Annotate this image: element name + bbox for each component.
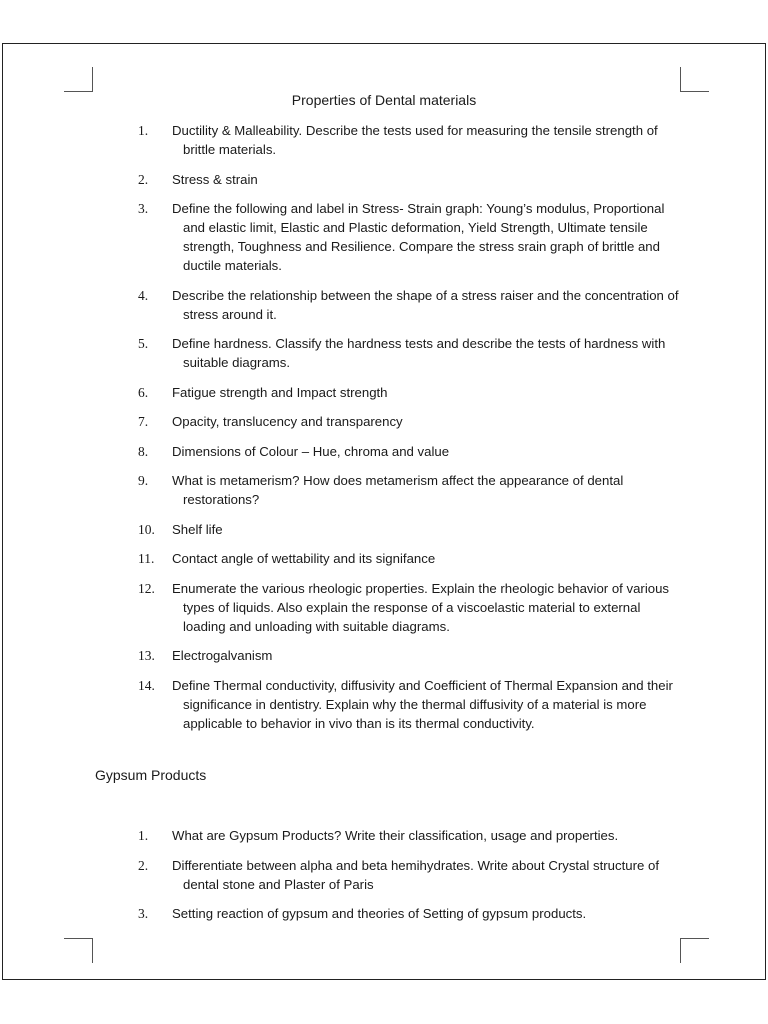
item-text: Electrogalvanism [172,648,273,663]
list-item [138,170,683,189]
item-text: What is metamerism? How does metamerism affect the appearance of dental restorations? [172,473,624,507]
item-number: 9. [138,473,149,488]
item-number: 11. [138,551,155,566]
item-text: Dimensions of Colour – Hue, chroma and value [172,443,450,459]
page-title: Properties of Dental materials [291,92,477,108]
item-number: 7. [138,414,149,429]
item-text: Define Thermal conductivity, diffusivity and Coefficient of Thermal Expansion and their significance in dentistry. Explain why the thermal diffusivity of a material is more applicable to behavior in vivo than is its thermal conductivity. [172,677,673,731]
item-text: Differentiate between alpha and beta hemihydrates. Write about Crystal structure of dental stone and Plaster of Paris [172,857,659,892]
list-item [138,646,683,665]
item-text: Stress & strain [172,171,258,187]
item-text: Enumerate the various rheologic properties. Explain the rheologic behavior of various types of liquids. Also explain the response of a viscoelastic material to external loading and unloading with suitable diagrams. [172,580,670,634]
section-heading-gypsum: Gypsum Products [95,767,207,783]
item-text: Shelf life [172,521,223,537]
list-item [138,199,683,275]
item-text: Opacity, translucency and transparency [172,414,403,429]
list-item [138,471,683,509]
item-number: 1. [138,123,149,138]
crop-mark-bottom-left [64,938,93,963]
item-number: 2. [138,171,149,187]
item-number: 2. [138,857,149,873]
list-item [138,826,683,845]
item-text: Fatigue strength and Impact strength [172,384,388,400]
crop-mark-top-left [64,67,93,92]
item-text: Define the following and label in Stress- Strain graph: Young’s modulus, Proportional and elastic limit, Elastic and Plastic deformation, Yield Strength, Ultimate tensile strength, Toughness and Resilience. Compare the stress srain graph of brittle and ductile materials. [172,201,665,273]
list-item [138,579,683,636]
item-number: 4. [138,287,149,303]
crop-mark-bottom-right [680,938,709,963]
list-item [138,383,683,402]
item-number: 8. [138,443,149,459]
list-item [138,676,683,733]
list-item [138,520,683,539]
item-text: Define hardness. Classify the hardness tests and describe the tests of hardness with suitable diagrams. [172,336,666,370]
item-text: Setting reaction of gypsum and theories of Setting of gypsum products. [172,906,587,921]
list-item [138,121,683,159]
dental-materials-question-list [138,121,683,743]
item-number: 3. [138,201,149,216]
list-item [138,334,683,372]
item-text: What are Gypsum Products? Write their classification, usage and properties. [172,828,619,843]
list-item [138,442,683,461]
item-number: 12. [138,580,155,596]
list-item [138,856,683,894]
item-number: 14. [138,677,155,693]
list-item [138,412,683,431]
item-number: 10. [138,521,155,537]
list-item [138,549,683,568]
item-text: Describe the relationship between the shape of a stress raiser and the concentration of stress around it. [172,287,679,322]
crop-mark-top-right [680,67,709,92]
item-number: 1. [138,828,149,843]
item-text: Ductility & Malleability. Describe the tests used for measuring the tensile strength of brittle materials. [172,123,658,157]
gypsum-question-list [138,826,683,934]
list-item [138,904,683,923]
item-number: 3. [138,906,149,921]
item-number: 13. [138,648,155,663]
item-number: 6. [138,384,149,400]
item-number: 5. [138,336,149,351]
item-text: Contact angle of wettability and its signifance [172,551,436,566]
list-item [138,286,683,324]
